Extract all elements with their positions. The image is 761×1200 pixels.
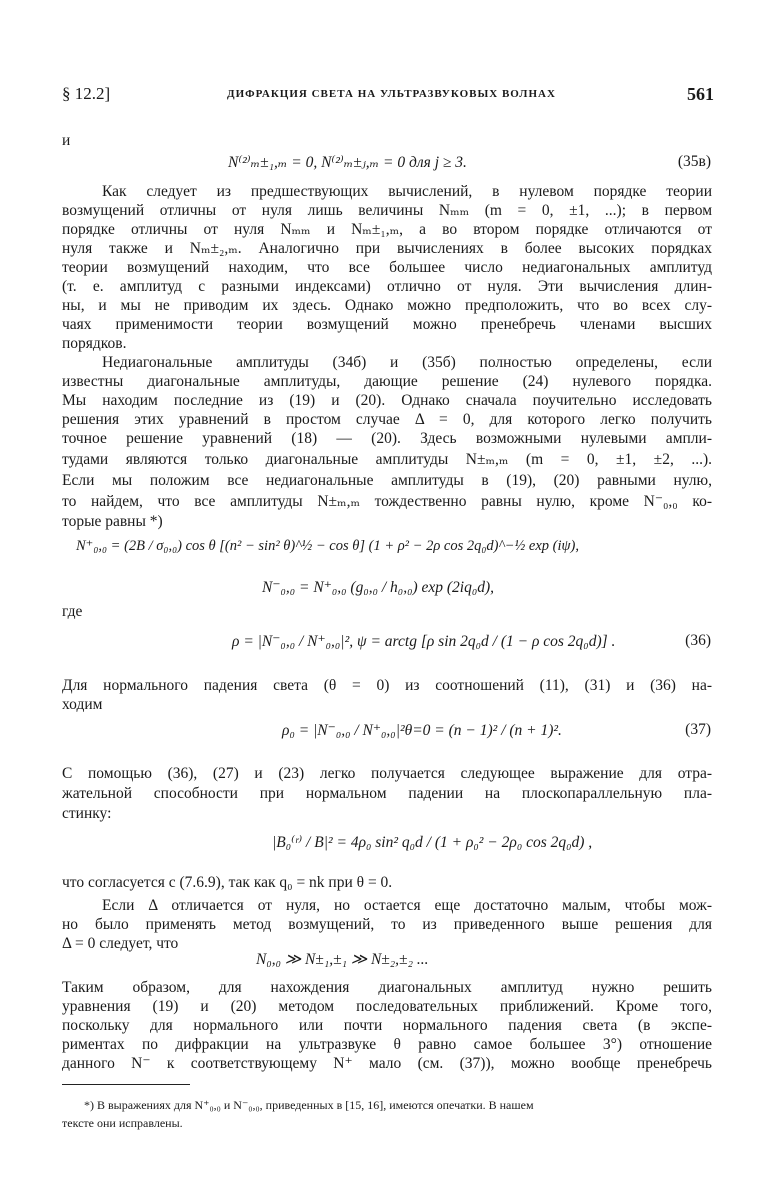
word-where: где (62, 603, 83, 620)
text-line: Как следует из предшествующих вычислений, в нулевом порядке теории (102, 183, 712, 200)
text-line: теории возмущений находим, что все большее число недиагональных амплитуд (62, 259, 712, 276)
footnote-line: тексте они исправлены. (62, 1116, 183, 1130)
text-line: известны диагональные амплитуды, дающие решение (24) нулевого порядка. (62, 373, 712, 390)
equation-37: ρ₀ = |N⁻₀,₀ / N⁺₀,₀|²θ=0 = (n − 1)² / (n + 1)². (282, 722, 562, 739)
paragraph-5: что согласуется с (7.6.9), так как q₀ = nk при θ = 0. (62, 874, 393, 891)
section-number: § 12.2] (62, 84, 111, 103)
text-line: порядков. (62, 335, 127, 352)
equation-reflectivity: |B₀⁽ʳ⁾ / B|² = 4ρ₀ sin² q₀d / (1 + ρ₀² − 2ρ₀ cos 2q₀d) , (272, 834, 593, 851)
text-line: Если мы положим все недиагональные амплитуды в (19), (20) равными нулю, (62, 472, 712, 489)
text-line: чаях применимости теории возмущений можно пренебречь членами высших (62, 316, 712, 333)
text-line: но было применять метод возмущений, то из приведенного выше решения для (62, 916, 712, 933)
equation-n-minus: N⁻₀,₀ = N⁺₀,₀ (g₀,₀ / h₀,₀) exp (2iq₀d), (262, 579, 495, 596)
text-line: поскольку для нормального или почти нормального падения света (в экспе- (62, 1017, 712, 1034)
text-line: торые равны *) (62, 513, 163, 530)
text-line: жательной способности при нормальном падении на плоскопараллельную пла- (62, 785, 712, 802)
text-line: риментах по дифракции на ультразвуке θ равно самое большее 3°) отношение (62, 1036, 712, 1053)
text-line: Недиагональные амплитуды (34б) и (35б) полностью определены, если (102, 354, 712, 371)
text-line: Для нормального падения света (θ = 0) из соотношений (11), (31) и (36) на- (62, 677, 712, 694)
conjunction-and: и (62, 132, 71, 149)
text-line: то найдем, что все амплитуды N±ₘ,ₘ тождественно равны нулю, кроме N⁻₀,₀ ко- (62, 493, 712, 510)
equation-number-37: (37) (685, 721, 711, 738)
equation-number-36: (36) (685, 632, 711, 649)
page-number: 561 (687, 84, 714, 104)
chapter-title: ДИФРАКЦИЯ СВЕТА НА УЛЬТРАЗВУКОВЫХ ВОЛНАХ (227, 88, 556, 100)
running-header (62, 84, 714, 108)
text-line: ны, и мы не приводим их здесь. Однако можно предположить, что во всех слу- (62, 297, 712, 314)
text-line: Таким образом, для нахождения диагональных амплитуд нужно решить (62, 979, 712, 996)
text-line: (т. е. амплитуд с разными индексами) отлично от нуля. Эти вычисления длин- (62, 278, 712, 295)
text-line: ходим (62, 696, 103, 713)
text-line: нуля также и Nₘ±₂,ₘ. Аналогично при вычислениях в более высоких порядках (62, 240, 712, 257)
text-line: Если Δ отличается от нуля, но остается еще достаточно малым, чтобы мож- (102, 897, 712, 914)
text-line: стинку: (62, 805, 112, 822)
text-line: порядке отличны от нуля Nₘₘ и Nₘ±₁,ₘ, а во втором порядке отличаются от (62, 221, 712, 238)
equation-35v: N⁽²⁾ₘ±₁,ₘ = 0, N⁽²⁾ₘ±ⱼ,ₘ = 0 для j ≥ 3. (228, 154, 467, 171)
text-line: данного N⁻ к соответствующему N⁺ мало (см. (37)), можно вообще пренебречь (62, 1055, 712, 1072)
text-line: тудами являются только диагональные амплитуды N±ₘ,ₘ (m = 0, ±1, ±2, ...). (62, 451, 712, 468)
text-line: решения этих уравнений в простом случае Δ = 0, для которого легко получить (62, 411, 712, 428)
equation-36: ρ = |N⁻₀,₀ / N⁺₀,₀|², ψ = arctg [ρ sin 2q₀d / (1 − ρ cos 2q₀d)] . (232, 633, 616, 650)
text-line: Мы находим последние из (19) и (20). Однако сначала поучительно исследовать (62, 392, 712, 409)
footnote-line: *) В выражениях для N⁺₀,₀ и N⁻₀,₀, приведенных в [15, 16], имеются опечатки. В нашем (84, 1098, 534, 1112)
text-line: точное решение уравнений (18) — (20). Здесь возможными нулевыми ампли- (62, 430, 712, 447)
footnote-rule (62, 1084, 190, 1085)
equation-number-35v: (35в) (677, 153, 711, 170)
text-line: уравнения (19) и (20) методом последовательных приближений. Кроме того, (62, 998, 712, 1015)
equation-n-plus: N⁺₀,₀ = (2B / σ₀,₀) cos θ [(n² − sin² θ)^½ − cos θ] (1 + ρ² − 2ρ cos 2q₀d)^−½ exp (iψ), (76, 538, 579, 554)
text-line: С помощью (36), (27) и (23) легко получается следующее выражение для отра- (62, 765, 712, 782)
text-line: Δ = 0 следует, что (62, 935, 179, 952)
text-line: возмущений отличны от нуля лишь величины Nₘₘ (m = 0, ±1, ...); в первом (62, 202, 712, 219)
equation-inequality: N₀,₀ ≫ N±₁,±₁ ≫ N±₂,±₂ ... (256, 951, 429, 968)
